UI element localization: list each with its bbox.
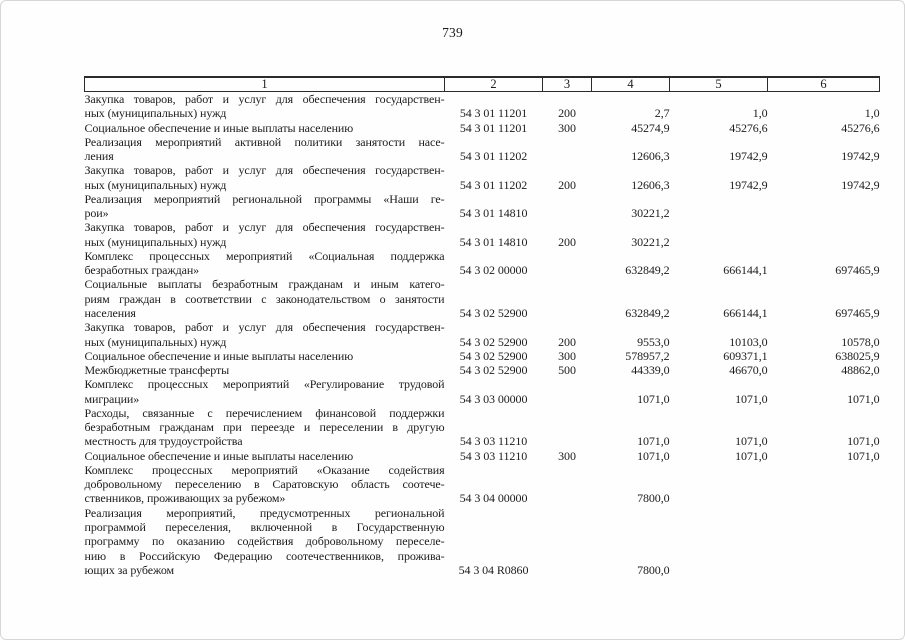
expense-name-cell	[85, 121, 445, 135]
amount-year3-cell: 45276,6	[841, 120, 880, 135]
table-row	[85, 92, 880, 121]
expense-name-cell	[85, 349, 445, 363]
expense-name-line: Социальное обеспечение и иные выплаты населению	[84, 348, 354, 363]
amount-year1-cell: 12606,3	[631, 177, 670, 192]
column-header-5: 5	[670, 77, 768, 92]
expense-name-cell	[85, 406, 445, 449]
expense-type-cell: 500	[558, 363, 576, 378]
amount-year3-cell	[768, 463, 880, 506]
expense-name-line: безработным гражданам при переезде и переселении в другую	[84, 420, 445, 435]
expense-type-cell: 200	[558, 106, 576, 121]
expense-name-line: программу по оказанию содействия добровольному переселе-	[84, 534, 445, 549]
expense-name-line: ных (муниципальных) нужд	[84, 177, 227, 192]
table-row	[85, 349, 880, 363]
amount-year2-cell: 19742,9	[729, 149, 768, 164]
amount-year3-cell: 638025,9	[835, 348, 880, 363]
expense-name-line: Социальное обеспечение и иные выплаты населению	[84, 120, 354, 135]
expense-type-cell	[543, 277, 592, 320]
table-row	[85, 363, 880, 377]
amount-year2-cell: 1,0	[752, 106, 768, 121]
expense-name-line: Социальное обеспечение и иные выплаты населению	[84, 448, 354, 463]
table-row	[85, 121, 880, 135]
expense-name-line: Комплекс процессных мероприятий «Оказание содействия	[84, 462, 445, 477]
classification-code-cell: 54 3 02 52900	[459, 334, 528, 349]
amount-year2-cell	[670, 463, 768, 506]
classification-code-cell: 54 3 01 14810	[459, 206, 528, 221]
expense-type-cell: 300	[558, 120, 576, 135]
amount-year1-cell: 632849,2	[625, 263, 670, 278]
classification-code-cell: 54 3 04 00000	[459, 491, 528, 506]
expense-name-cell	[85, 320, 445, 349]
column-header-6: 6	[768, 77, 880, 92]
expense-type-cell	[543, 406, 592, 449]
table-row	[85, 192, 880, 221]
amount-year1-cell: 7800,0	[637, 562, 670, 577]
expense-name-cell	[85, 277, 445, 320]
expense-type-cell: 300	[558, 448, 576, 463]
amount-year2-cell: 609371,1	[723, 348, 768, 363]
expense-name-line: Комплекс процессных мероприятий «Регулирование трудовой	[84, 377, 445, 392]
amount-year1-cell: 44339,0	[631, 363, 670, 378]
expense-name-line: Закупка товаров, работ и услуг для обеспечения государствен-	[84, 220, 445, 235]
classification-code-cell: 54 3 02 52900	[459, 363, 528, 378]
expense-name-line: ных (муниципальных) нужд	[84, 106, 227, 121]
expense-name-line: Реализация мероприятий региональной программы «Наши ге-	[84, 191, 445, 206]
expense-name-line: Межбюджетные трансферты	[84, 363, 230, 378]
column-header-4: 4	[592, 77, 670, 92]
amount-year3-cell: 10578,0	[841, 334, 880, 349]
expense-name-line: Реализация мероприятий активной политики занятости насе-	[84, 134, 445, 149]
amount-year2-cell	[670, 192, 768, 221]
amount-year3-cell: 48862,0	[841, 363, 880, 378]
expense-name-cell	[85, 363, 445, 377]
expense-type-cell: 200	[558, 234, 576, 249]
amount-year3-cell: 1071,0	[847, 391, 880, 406]
expense-name-line: риям граждан в соответствии с законодательством о занятости	[84, 291, 445, 306]
column-header-3: 3	[543, 77, 592, 92]
table-row	[85, 406, 880, 449]
amount-year2-cell: 19742,9	[729, 177, 768, 192]
amount-year2-cell	[670, 220, 768, 249]
amount-year2-cell: 45276,6	[729, 120, 768, 135]
expense-name-line: ственников, проживающих за рубежом»	[84, 491, 286, 506]
classification-code-cell: 54 3 03 11210	[459, 448, 528, 463]
amount-year3-cell: 697465,9	[835, 263, 880, 278]
expense-name-cell	[85, 135, 445, 164]
amount-year2-cell: 1071,0	[735, 434, 768, 449]
amount-year3-cell: 1,0	[864, 106, 880, 121]
classification-code-cell: 54 3 01 11201	[459, 120, 528, 135]
amount-year2-cell	[670, 506, 768, 577]
expense-name-cell	[85, 463, 445, 506]
column-header-2: 2	[445, 77, 543, 92]
table-row	[85, 277, 880, 320]
expense-name-cell	[85, 377, 445, 406]
classification-code-cell: 54 3 02 52900	[459, 348, 528, 363]
classification-code-cell: 54 3 02 00000	[459, 263, 528, 278]
amount-year1-cell: 2,7	[654, 106, 670, 121]
table-row	[85, 320, 880, 349]
expense-name-cell	[85, 506, 445, 577]
table-body	[85, 92, 880, 578]
expense-name-line: населения	[84, 305, 136, 320]
page-number: 739	[442, 25, 463, 40]
expense-type-cell	[543, 377, 592, 406]
expense-name-line: местность для трудоустройства	[84, 434, 243, 449]
classification-code-cell: 54 3 03 11210	[459, 434, 528, 449]
amount-year2-cell: 1071,0	[735, 391, 768, 406]
expense-name-cell	[85, 449, 445, 463]
expense-name-line: Расходы, связанные с перечислением финансовой поддержки	[84, 405, 445, 420]
classification-code-cell: 54 3 01 11202	[459, 177, 528, 192]
expense-type-cell	[543, 135, 592, 164]
expense-type-cell	[543, 192, 592, 221]
amount-year3-cell	[768, 506, 880, 577]
expense-name-line: добровольному переселению в Саратовскую область соотече-	[84, 477, 445, 492]
expense-type-cell	[543, 463, 592, 506]
expense-type-cell: 200	[558, 177, 576, 192]
table-row	[85, 449, 880, 463]
amount-year3-cell	[768, 192, 880, 221]
expense-name-line: ных (муниципальных) нужд	[84, 234, 227, 249]
expense-type-cell: 300	[558, 348, 576, 363]
expense-name-line: Реализация мероприятий, предусмотренных региональной	[84, 505, 445, 520]
table-header-row	[85, 77, 880, 92]
amount-year1-cell: 1071,0	[637, 434, 670, 449]
expense-name-line: безработных граждан»	[84, 263, 200, 278]
budget-table	[84, 76, 880, 577]
classification-code-cell: 54 3 02 52900	[459, 305, 528, 320]
expense-name-cell	[85, 192, 445, 221]
table-row	[85, 377, 880, 406]
expense-name-line: Закупка товаров, работ и услуг для обеспечения государствен-	[84, 320, 445, 335]
amount-year1-cell: 1071,0	[637, 448, 670, 463]
expense-type-cell	[543, 249, 592, 278]
amount-year3-cell: 19742,9	[841, 177, 880, 192]
expense-name-cell	[85, 92, 445, 121]
amount-year1-cell: 9553,0	[637, 334, 670, 349]
table-row	[85, 135, 880, 164]
amount-year1-cell: 30221,2	[631, 234, 670, 249]
expense-name-line: ления	[84, 149, 114, 164]
amount-year3-cell	[768, 220, 880, 249]
expense-name-cell	[85, 163, 445, 192]
classification-code-cell: 54 3 03 00000	[459, 391, 528, 406]
amount-year1-cell: 578957,2	[625, 348, 670, 363]
expense-name-line: ных (муниципальных) нужд	[84, 334, 227, 349]
expense-name-cell	[85, 249, 445, 278]
expense-name-line: Закупка товаров, работ и услуг для обеспечения государствен-	[84, 163, 445, 178]
amount-year2-cell: 666144,1	[723, 305, 768, 320]
table-row	[85, 220, 880, 249]
amount-year1-cell: 632849,2	[625, 305, 670, 320]
expense-name-line: нию в Российскую Федерацию соотечественников, прожива-	[84, 548, 445, 563]
amount-year2-cell: 1071,0	[735, 448, 768, 463]
amount-year3-cell: 19742,9	[841, 149, 880, 164]
expense-name-line: миграции»	[84, 391, 140, 406]
expense-type-cell: 200	[558, 334, 576, 349]
amount-year2-cell: 10103,0	[729, 334, 768, 349]
classification-code-cell: 54 3 04 R0860	[458, 562, 529, 577]
expense-name-line: рои»	[84, 206, 109, 221]
amount-year2-cell: 46670,0	[729, 363, 768, 378]
amount-year1-cell: 45274,9	[631, 120, 670, 135]
amount-year3-cell: 697465,9	[835, 305, 880, 320]
table-row	[85, 506, 880, 577]
amount-year1-cell: 12606,3	[631, 149, 670, 164]
expense-name-line: Закупка товаров, работ и услуг для обеспечения государствен-	[84, 92, 445, 106]
expense-name-line: Социальные выплаты безработным гражданам и иным катего-	[84, 277, 445, 292]
amount-year3-cell: 1071,0	[847, 434, 880, 449]
column-header-1: 1	[85, 77, 445, 92]
amount-year3-cell: 1071,0	[847, 448, 880, 463]
amount-year1-cell: 7800,0	[637, 491, 670, 506]
classification-code-cell: 54 3 01 11201	[459, 106, 528, 121]
table-row	[85, 249, 880, 278]
amount-year2-cell: 666144,1	[723, 263, 768, 278]
classification-code-cell: 54 3 01 11202	[459, 149, 528, 164]
expense-name-line: программой переселения, включенной в Государственную	[84, 519, 445, 534]
classification-code-cell: 54 3 01 14810	[459, 234, 528, 249]
table-row	[85, 163, 880, 192]
amount-year1-cell: 1071,0	[637, 391, 670, 406]
amount-year1-cell: 30221,2	[631, 206, 670, 221]
expense-name-line: Комплекс процессных мероприятий «Социальная поддержка	[84, 248, 445, 263]
expense-name-line: ющих за рубежом	[84, 562, 175, 577]
expense-type-cell	[543, 506, 592, 577]
table-row	[85, 463, 880, 506]
expense-name-cell	[85, 220, 445, 249]
